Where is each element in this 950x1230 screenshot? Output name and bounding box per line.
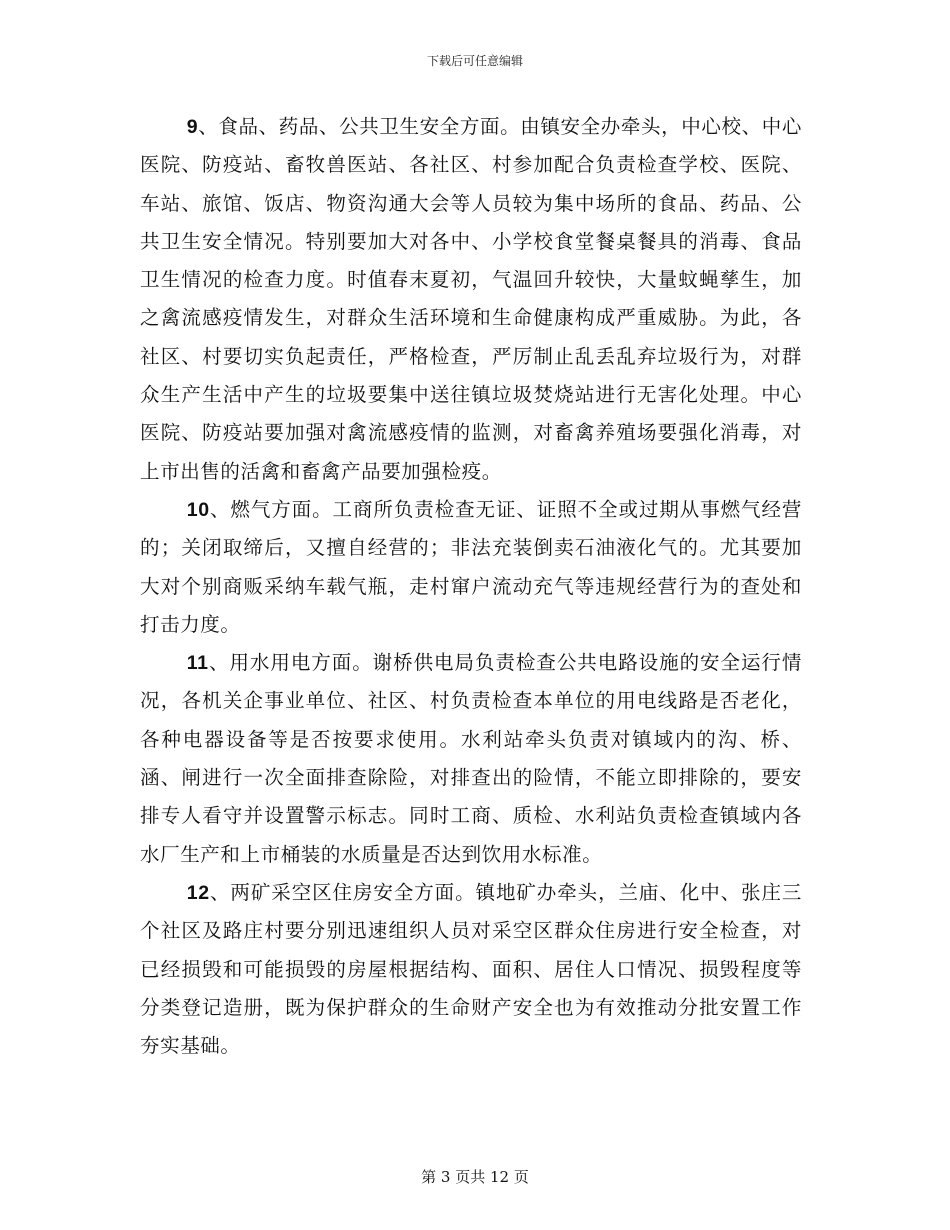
item-number: 12 [186, 881, 210, 904]
paragraph-text: 、用水用电方面。谢桥供电局负责检查公共电路设施的安全运行情况，各机关企事业单位、社区、村负责检查本单位的用电线路是否老化，各种电器设备等是否按要求使用。水利站牵头负责对镇域内的沟、桥、涵、闸进行一次全面排查除险，对排查出的险情，不能立即排除的，要安排专人看守并设置警示标志。同时工商、质检、水利站负责检查镇域内各水厂生产和上市桶装的水质量是否达到饮用水标准。 [140, 651, 802, 866]
paragraph-text: 、两矿采空区住房安全方面。镇地矿办牵头，兰庙、化中、张庄三个社区及路庄村要分别迅速组织人员对采空区群众住房进行安全检查，对已经损毁和可能损毁的房屋根据结构、面积、居住人口情况、损毁程度等分类登记造册，既为保护群众的生命财产安全也为有效推动分批安置工作夯实基础。 [140, 880, 802, 1058]
paragraph-item-12 [140, 874, 802, 1065]
paragraph-item-9 [140, 108, 802, 491]
paragraph-item-11 [140, 644, 802, 874]
paragraph-item-10 [140, 491, 802, 644]
paragraph-text: 、食品、药品、公共卫生安全方面。由镇安全办牵头，中心校、中心医院、防疫站、畜牧兽医站、各社区、村参加配合负责检查学校、医院、车站、旅馆、饭店、物资沟通大会等人员较为集中场所的食品、药品、公共卫生安全情况。特别要加大对各中、小学校食堂餐桌餐具的消毒、食品卫生情况的检查力度。时值春末夏初，气温回升较快，大量蚊蝇孳生，加之禽流感疫情发生，对群众生活环境和生命健康构成严重威胁。为此，各社区、村要切实负起责任，严格检查，严厉制止乱丢乱弃垃圾行为，对群众生产生活中产生的垃圾要集中送往镇垃圾焚烧站进行无害化处理。中心医院、防疫站要加强对禽流感疫情的监测，对畜禽养殖场要强化消毒，对上市出售的活禽和畜禽产品要加强检疫。 [140, 115, 802, 483]
page-number: 第 3 页共 12 页 [421, 1168, 529, 1186]
item-number: 11 [186, 652, 209, 675]
item-number: 10 [186, 498, 210, 521]
header-note: 下载后可任意编辑 [426, 54, 523, 68]
item-number: 9 [186, 116, 199, 138]
document-body [140, 108, 802, 1065]
paragraph-text: 、燃气方面。工商所负责检查无证、证照不全或过期从事燃气经营的；关闭取缔后，又擅自经营的；非法充装倒卖石油液化气的。尤其要加大对个别商贩采纳车载气瓶，走村窜户流动充气等违规经营行为的查处和打击力度。 [140, 497, 802, 636]
